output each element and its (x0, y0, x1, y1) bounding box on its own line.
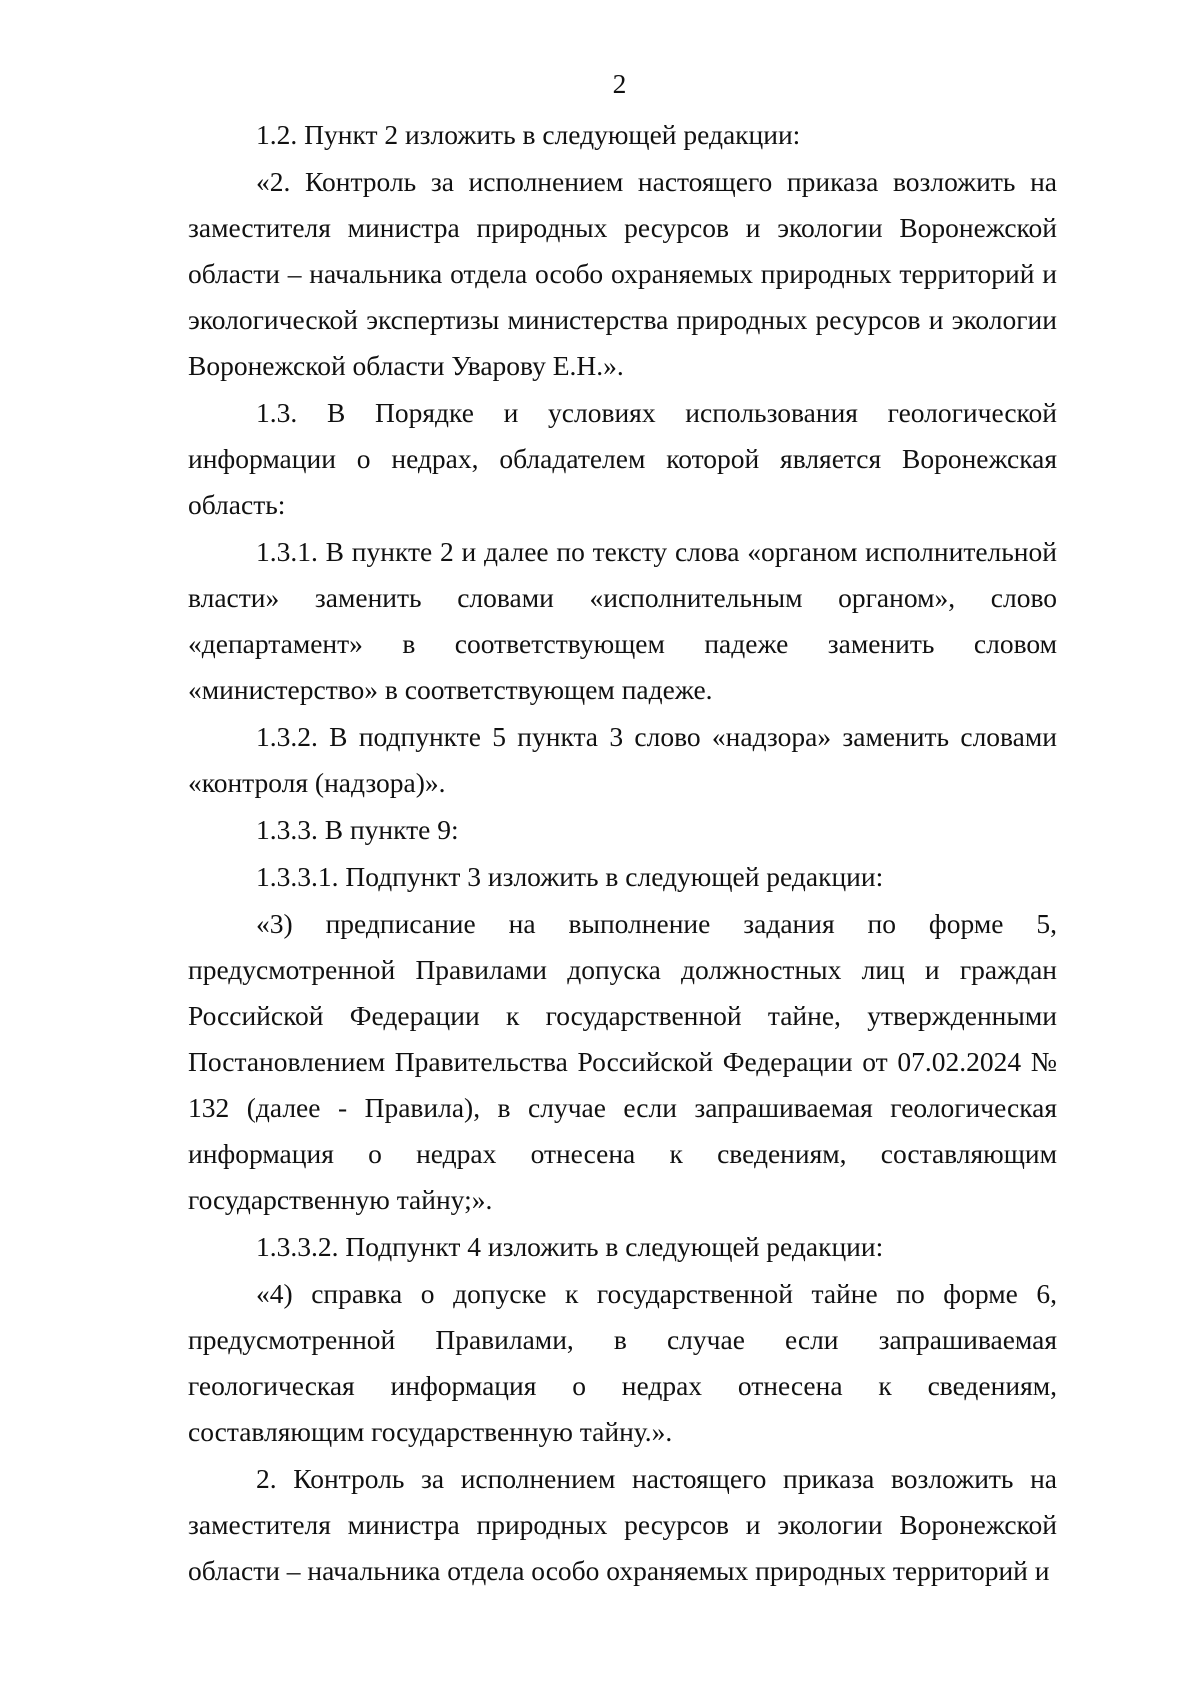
paragraph-1-3-2: 1.3.2. В подпункте 5 пункта 3 слово «надзора» заменить словами «контроля (надзора)». (188, 721, 1057, 798)
document-body (188, 112, 1057, 1594)
page-number: 2 (612, 68, 627, 99)
paragraph-quote-4: «4) справка о допуске к государственной тайне по форме 6, предусмотренной Правилами, в случае если запрашиваемая геологическая информация о недрах отнесена к сведениям, составляющим государственную тайну.». (188, 1278, 1057, 1447)
paragraph-1-2: 1.2. Пункт 2 изложить в следующей редакции: (256, 119, 801, 150)
paragraph-quote-2: «2. Контроль за исполнением настоящего приказа возложить на заместителя министра природных ресурсов и экологии Воронежской области – начальника отдела особо охраняемых природных территорий и экологической экспертизы министерства природных ресурсов и экологии Воронежской области Уварову Е.Н.». (188, 166, 1057, 381)
paragraph-1-3-3: 1.3.3. В пункте 9: (256, 814, 459, 845)
paragraph-quote-3: «3) предписание на выполнение задания по форме 5, предусмотренной Правилами допуска должностных лиц и граждан Российской Федерации к государственной тайне, утвержденными Постановлением Правительства Российской Федерации от 07.02.2024 № 132 (далее - Правила), в случае если запрашиваемая геологическая информация о недрах отнесена к сведениям, составляющим государственную тайну;». (188, 908, 1057, 1215)
paragraph-1-3: 1.3. В Порядке и условиях использования геологической информации о недрах, обладателем которой является Воронежская область: (188, 397, 1057, 520)
paragraph-1-3-1: 1.3.1. В пункте 2 и далее по тексту слова «органом исполнительной власти» заменить словами «исполнительным органом», слово «департамент» в соответствующем падеже заменить словом «министерство» в соответствующем падеже. (188, 536, 1057, 705)
paragraph-1-3-3-1: 1.3.3.1. Подпункт 3 изложить в следующей редакции: (256, 861, 884, 892)
paragraph-2: 2. Контроль за исполнением настоящего приказа возложить на заместителя министра природных ресурсов и экологии Воронежской области – начальника отдела особо охраняемых природных территорий и (188, 1463, 1057, 1586)
paragraph-1-3-3-2: 1.3.3.2. Подпункт 4 изложить в следующей редакции: (256, 1231, 884, 1262)
